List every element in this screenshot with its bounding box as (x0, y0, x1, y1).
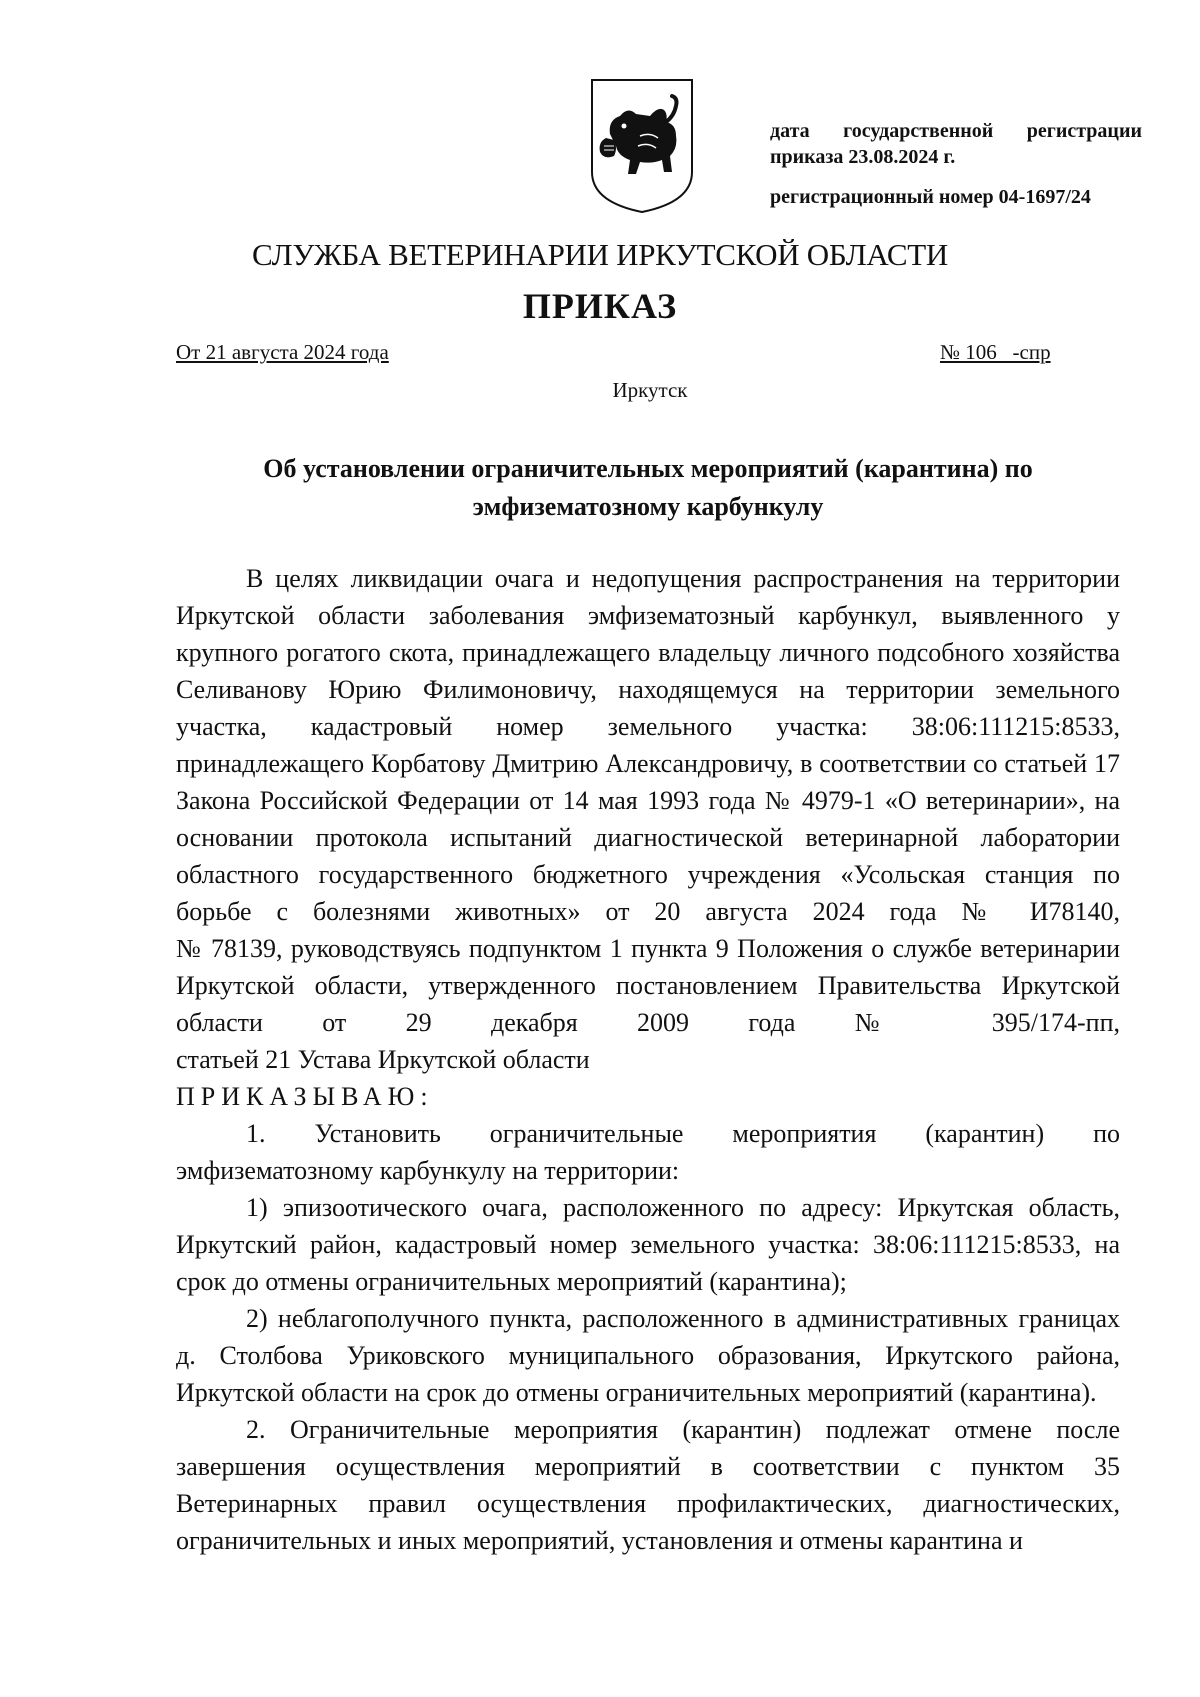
organization-name: СЛУЖБА ВЕТЕРИНАРИИ ИРКУТСКОЙ ОБЛАСТИ (252, 237, 948, 272)
document-city: Иркутск (612, 378, 688, 402)
document-number: № 106 -спр (940, 340, 1051, 364)
registration-number: регистрационный номер 04-1697/24 (770, 186, 1091, 208)
order-item-1-1: 1) эпизоотического очага, расположенного по адресу: Иркутская область, Иркутский район, кадастровый номер земельного участка: 38:06:111215:8533, на срок до отмены ограничительных мероприятий (карантина); (176, 1193, 1120, 1296)
document-title: Об установлении ограничительных мероприятий (карантина) по эмфизематозному карбункулу (263, 454, 1033, 521)
registration-block (770, 118, 1142, 210)
preamble-end: статьей 21 Устава Иркутской области (176, 1045, 590, 1074)
order-item-1-2: 2) неблагополучного пункта, расположенного в административных границах д. Столбова Уриковского муниципального образования, Иркутского района, Иркутской области на срок до отмены ограничительных мероприятий (карантина). (176, 1304, 1120, 1407)
document-date: От 21 августа 2024 года (176, 340, 389, 364)
registration-date-value: приказа 23.08.2024 г. (770, 146, 956, 168)
preamble-continuation: № 78139, руководствуясь подпунктом 1 пункта 9 Положения о службе ветеринарии Иркутской области, утвержденного постановлением Правительства Иркутской области от 29 декабря 2009 года № 395/174-пп, (176, 934, 1120, 1037)
registration-date-label: дата государственной регистрации (770, 120, 1142, 142)
order-word: ПРИКАЗЫВАЮ: (176, 1082, 434, 1111)
coat-of-arms-icon (588, 76, 696, 216)
document-type: ПРИКАЗ (522, 286, 678, 326)
order-item-1: 1. Установить ограничительные мероприятия (карантин) по эмфизематозному карбункулу на территории: (176, 1119, 1127, 1185)
order-item-2: 2. Ограничительные мероприятия (карантин) подлежат отмене после завершения осуществления мероприятий в соответствии с пунктом 35 Ветеринарных правил осуществления профилактических, диагностических, ограничительных и иных мероприятий, установления и отмены карантина и (176, 1415, 1120, 1555)
document-body (176, 560, 1127, 1559)
preamble-paragraph: В целях ликвидации очага и недопущения распространения на территории Иркутской области заболевания эмфизематозный карбункул, выявленного у крупного рогатого скота, принадлежащего владельцу личного подсобного хозяйства Селиванову Юрию Филимоновичу, находящемуся на территории земельного участка, кадастровый номер земельного участка: 38:06:111215:8533, принадлежащего Корбатову Дмитрию Александровичу, в соответствии со статьей 17 Закона Российской Федерации от 14 мая 1993 года № 4979-1 «О ветеринарии», на основании протокола испытаний диагностической ветеринарной лаборатории областного государственного бюджетного учреждения «Усольская станция по борьбе с болезнями животных» от 20 августа 2024 года № И78140, (176, 564, 1120, 926)
